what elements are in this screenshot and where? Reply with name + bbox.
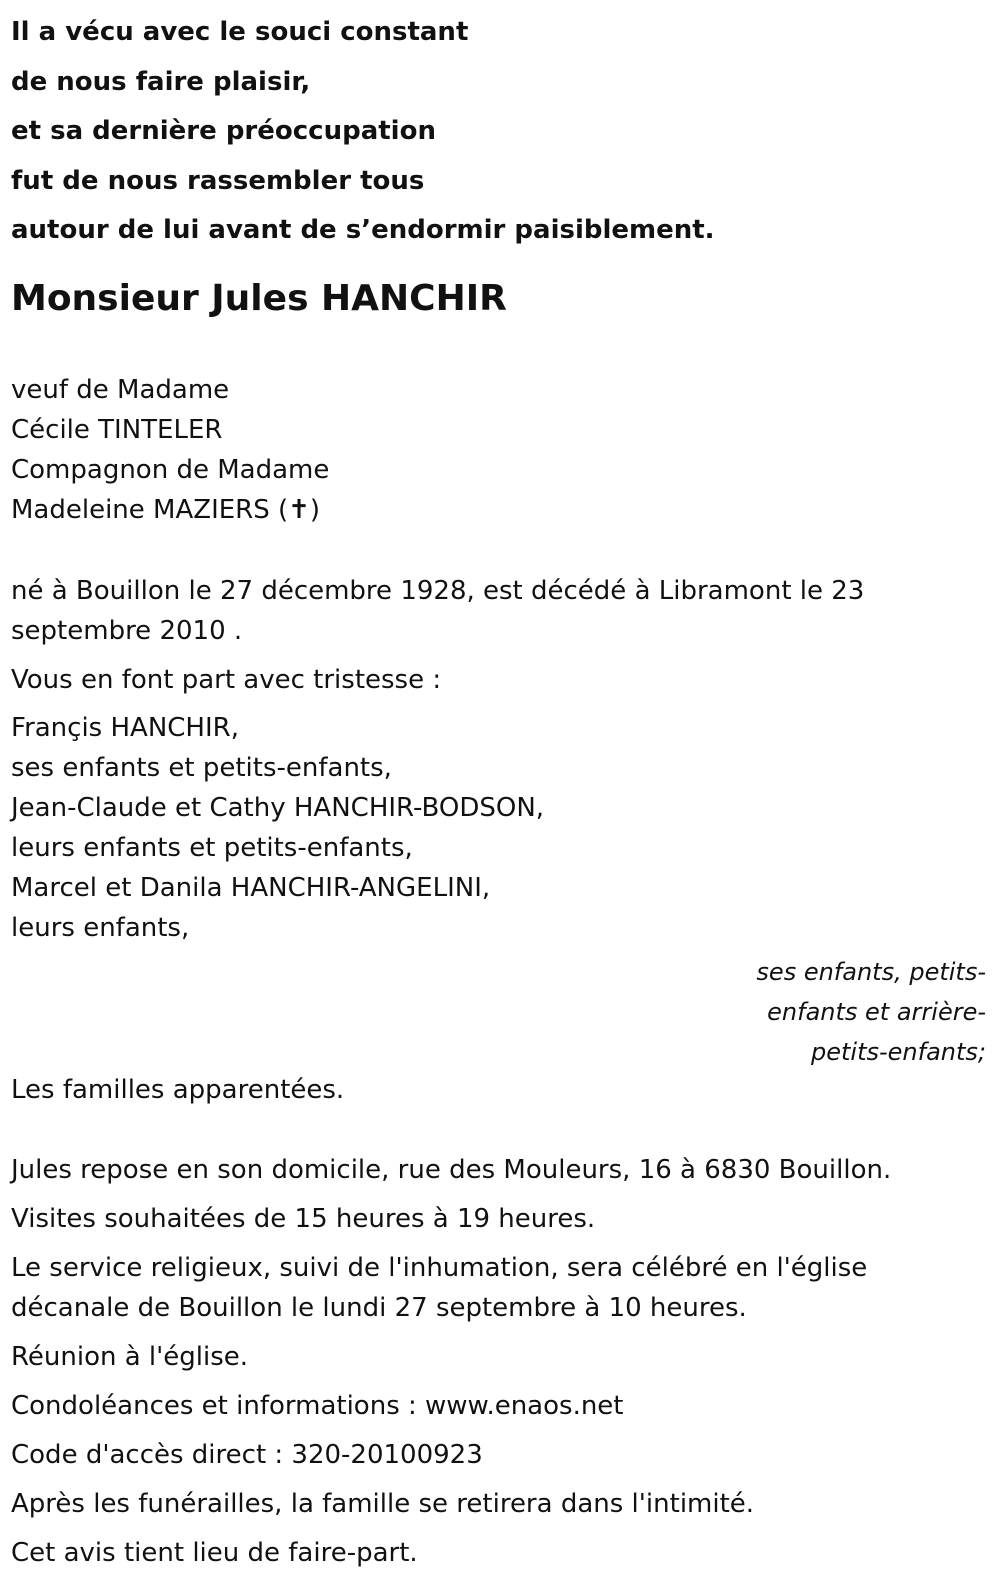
grandchildren-note	[11, 952, 989, 1072]
spouse-line: Compagnon de Madame	[11, 454, 330, 485]
info-paragraph: Après les funérailles, la famille se retirera dans l'intimité.	[11, 1488, 755, 1519]
announcement-intro: Vous en font part avec tristesse :	[11, 664, 442, 695]
info-paragraph: Code d'accès direct : 320-20100923	[11, 1439, 483, 1470]
funeral-info	[11, 1150, 989, 1573]
spouse-line: Cécile TINTELER	[11, 414, 223, 445]
epitaph-line: et sa dernière préoccupation	[11, 116, 436, 146]
epitaph	[11, 8, 989, 256]
grandchildren-line: petits-enfants;	[811, 1037, 986, 1066]
family-line: leurs enfants et petits-enfants,	[11, 832, 413, 863]
obituary-notice	[11, 0, 989, 1573]
spouse-line: Madeleine MAZIERS (✝)	[11, 494, 321, 525]
epitaph-line: de nous faire plaisir,	[11, 66, 311, 97]
spouse-info	[11, 370, 989, 530]
info-paragraph: Le service religieux, suivi de l'inhumation, sera célébré en l'église décanale de Bouillon le lundi 27 septembre à 10 heures.	[11, 1252, 868, 1323]
info-paragraph: Réunion à l'église.	[11, 1341, 249, 1372]
info-paragraph: Condoléances et informations : www.enaos.net	[11, 1390, 624, 1421]
family-line: Jean-Claude et Cathy HANCHIR-BODSON,	[11, 792, 545, 823]
family-list	[11, 708, 989, 948]
deceased-name: Monsieur Jules HANCHIR	[11, 277, 507, 319]
epitaph-line: Il a vécu avec le souci constant	[11, 17, 469, 47]
birth-death-statement: né à Bouillon le 27 décembre 1928, est décédé à Libramont le 23 septembre 2010 .	[11, 575, 865, 646]
grandchildren-line: enfants et arrière-	[767, 997, 986, 1026]
family-line: leurs enfants,	[11, 912, 190, 943]
family-line: ses enfants et petits-enfants,	[11, 752, 392, 783]
info-paragraph: Jules repose en son domicile, rue des Mouleurs, 16 à 6830 Bouillon.	[11, 1154, 892, 1185]
family-line: Marcel et Danila HANCHIR-ANGELINI,	[11, 872, 491, 903]
grandchildren-line: ses enfants, petits-	[756, 957, 986, 986]
epitaph-line: autour de lui avant de s’endormir paisiblement.	[11, 215, 715, 245]
spouse-line: veuf de Madame	[11, 374, 230, 405]
related-families: Les familles apparentées.	[11, 1074, 345, 1105]
info-paragraph: Visites souhaitées de 15 heures à 19 heures.	[11, 1203, 596, 1234]
family-line: Françis HANCHIR,	[11, 712, 239, 743]
epitaph-line: fut de nous rassembler tous	[11, 165, 425, 196]
info-paragraph: Cet avis tient lieu de faire-part.	[11, 1537, 418, 1568]
